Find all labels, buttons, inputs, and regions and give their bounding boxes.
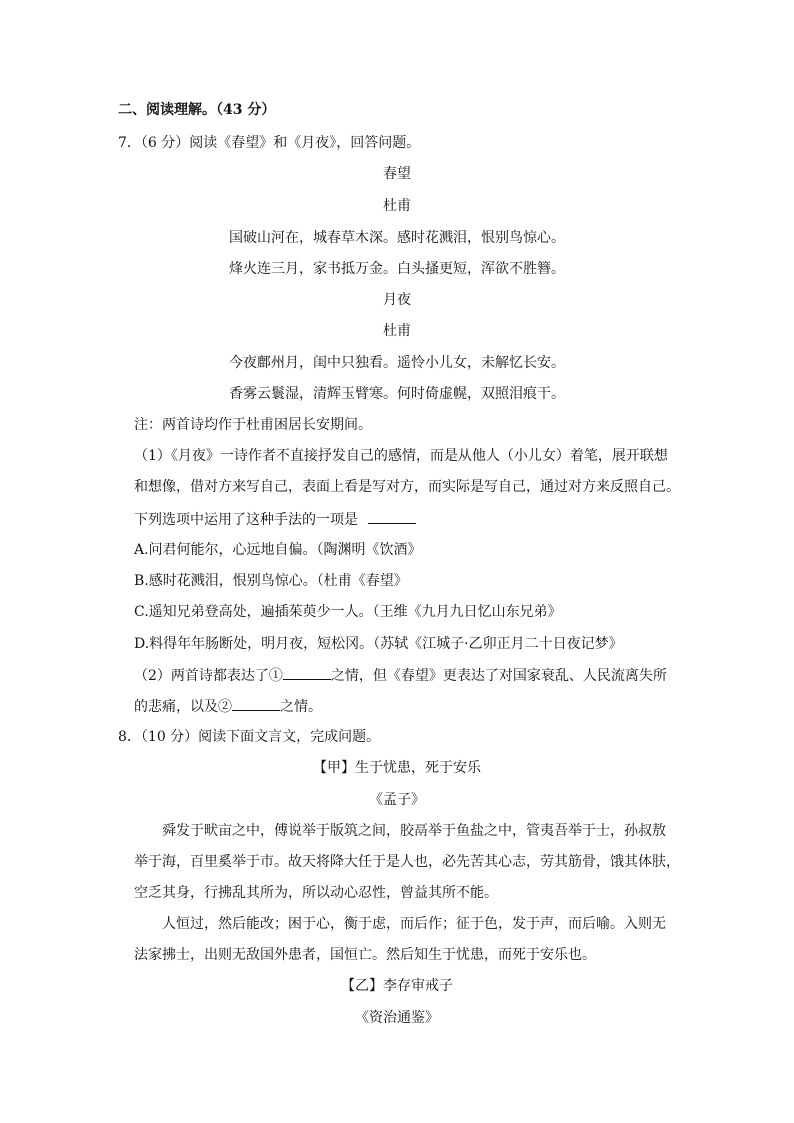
answer-blank-1[interactable] bbox=[368, 509, 416, 524]
text-jia-source: 《孟子》 bbox=[369, 792, 425, 808]
answer-blank-3[interactable] bbox=[232, 696, 280, 711]
poem1-line-1: 国破山河在，城春草木深。感时花溅泪，恨别鸟惊心。 bbox=[229, 230, 565, 246]
option-d: D.料得年年肠断处，明月夜，短松冈。（苏轼《江城子·乙卯正月二十日夜记梦》 bbox=[134, 636, 623, 652]
text-yi-source: 《资治通鉴》 bbox=[355, 1010, 439, 1026]
sub-question-2-part-1: （2）两首诗都表达了 bbox=[134, 668, 269, 684]
sub-question-1-prompt: 下列选项中运用了这种手法的一项是 bbox=[134, 512, 358, 528]
sub-question-2-part-3: 的悲痛，以及 bbox=[134, 699, 218, 715]
poem1-line-2: 烽火连三月，家书抵万金。白头搔更短，浑欲不胜簪。 bbox=[229, 261, 565, 277]
sub-question-2-part-2: 之情，但《春望》更表达了对国家衰乱、人民流离失所 bbox=[330, 668, 667, 684]
text-jia-para-2-line-1: 人恒过，然后能改；困于心，衡于虑，而后作；征于色，发于声，而后喻。入则无 bbox=[162, 916, 666, 932]
option-b: B.感时花溅泪，恨别鸟惊心。（杜甫《春望》 bbox=[134, 573, 408, 589]
text-jia-para-1-line-2: 举于海，百里奚举于市。故天将降大任于是人也，必先苦其心志，劳其筋骨，饿其体肤， bbox=[134, 854, 680, 870]
poem2-line-1: 今夜鄜州月，闺中只独看。遥怜小儿女，未解忆长安。 bbox=[229, 355, 565, 371]
text-jia-para-1-line-3: 空乏其身，行拂乱其所为，所以动心忍性，曾益其所不能。 bbox=[134, 885, 498, 901]
sub-question-2-line-2 bbox=[134, 696, 322, 717]
sub-question-2-part-4: 之情。 bbox=[280, 699, 322, 715]
text-jia-para-2-line-2: 法家拂士，出则无敌国外患者，国恒亡。然后知生于忧患，而死于安乐也。 bbox=[134, 947, 596, 963]
answer-blank-2[interactable] bbox=[283, 665, 331, 680]
text-jia-title: 【甲】生于忧患，死于安乐 bbox=[313, 760, 481, 776]
text-yi-title: 【乙】李存审戒子 bbox=[341, 978, 453, 994]
circle-number-2: ② bbox=[218, 699, 232, 715]
poem2-line-2: 香雾云鬟湿，清辉玉臂寒。何时倚虚幌，双照泪痕干。 bbox=[229, 386, 565, 402]
poem2-title: 月夜 bbox=[383, 292, 411, 308]
sub-question-2-line-1 bbox=[134, 665, 667, 686]
option-a: A.问君何能尔，心远地自偏。（陶渊明《饮酒》 bbox=[134, 542, 422, 558]
circle-number-1: ① bbox=[268, 668, 283, 684]
sub-question-1-line-3 bbox=[134, 509, 416, 530]
sub-question-1-line-2: 和想像，借对方来写自己，表面上看是写对方，而实际是写自己，通过对方来反照自己。 bbox=[134, 479, 680, 495]
sub-question-1-line-1: （1）《月夜》一诗作者不直接抒发自己的感情，而是从他人（小儿女）着笔，展开联想 bbox=[134, 448, 668, 464]
poem1-title: 春望 bbox=[383, 166, 411, 182]
text-jia-para-1-line-1: 舜发于畎亩之中，傅说举于版筑之间，胶鬲举于鱼盐之中，管夷吾举于士，孙叔敖 bbox=[162, 823, 666, 839]
question-8-stem: 8．（10 分）阅读下面文言文，完成问题。 bbox=[118, 729, 381, 745]
poem-note: 注：两首诗均作于杜甫困居长安期间。 bbox=[134, 417, 372, 433]
poem2-author: 杜甫 bbox=[383, 323, 411, 339]
option-c: C.遥知兄弟登高处，遍插茱萸少一人。（王维《九月九日忆山东兄弟》 bbox=[134, 604, 562, 620]
section-heading: 二、阅读理解。（43 分） bbox=[118, 102, 276, 118]
question-7-stem: 7．（6 分）阅读《春望》和《月夜》，回答问题。 bbox=[118, 135, 421, 151]
poem1-author: 杜甫 bbox=[383, 198, 411, 214]
